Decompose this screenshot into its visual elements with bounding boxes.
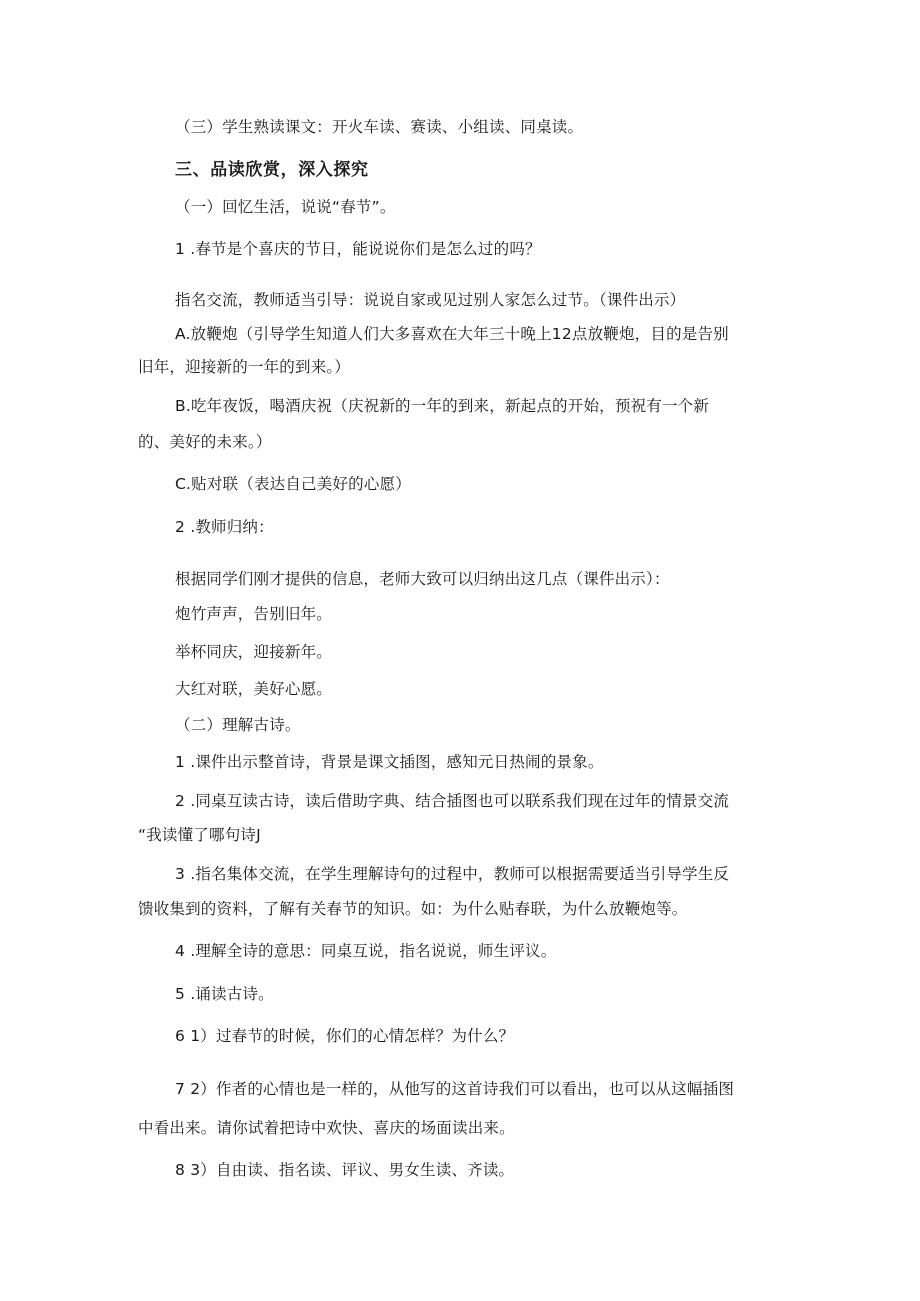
poem-item-2-line1: 2 .同桌互读古诗，读后借助字典、结合插图也可以联系我们现在过年的情景交流: [175, 792, 730, 810]
poem-item-6: 6 1）过春节的时候，你们的心情怎样？为什么？: [175, 1027, 515, 1045]
item-b-line1: B.吃年夜饭，喝酒庆祝（庆祝新的一年的到来，新起点的开始，预祝有一个新: [175, 397, 710, 415]
summary-point-3: 大红对联，美好心愿。: [175, 680, 333, 698]
poem-item-3-line2: 馈收集到的资料，了解有关春节的知识。如：为什么贴春联，为什么放鞭炮等。: [138, 900, 688, 918]
paragraph-guidance: 指名交流，教师适当引导：说说自家或见过别人家怎么过节。（课件出示）: [175, 291, 686, 309]
paragraph-reading-practice: （三）学生熟读课文：开火车读、赛读、小组读、同桌读。: [175, 118, 584, 136]
poem-item-7-line1: 7 2）作者的心情也是一样的，从他写的这首诗我们可以看出，也可以从这幅插图: [175, 1080, 735, 1098]
summary-point-2: 举杯同庆，迎接新年。: [175, 643, 333, 661]
item-c: C.贴对联（表达自己美好的心愿）: [175, 475, 411, 493]
item-a-line2: 旧年，迎接新的一年的到来。）: [138, 358, 351, 376]
subsection-heading-poem: （二）理解古诗。: [175, 716, 301, 734]
item-a-line1: A.放鞭炮（引导学生知道人们大多喜欢在大年三十晚上12点放鞭炮，目的是告别: [175, 325, 729, 343]
poem-item-3-line1: 3 .指名集体交流，在学生理解诗句的过程中，教师可以根据需要适当引导学生反: [175, 865, 730, 883]
poem-item-7-line2: 中看出来。请你试着把诗中欢快、喜庆的场面读出来。: [138, 1119, 515, 1137]
paragraph-summary: 根据同学们刚才提供的信息，老师大致可以归纳出这几点（课件出示）：: [175, 570, 670, 588]
poem-item-8: 8 3）自由读、指名读、评议、男女生读、齐读。: [175, 1161, 515, 1179]
subsection-heading-recall: （一）回忆生活，说说“春节”。: [175, 198, 396, 216]
poem-item-4: 4 .理解全诗的意思：同桌互说，指名说说，师生评议。: [175, 942, 557, 960]
poem-item-1: 1 .课件出示整首诗，背景是课文插图，感知元日热闹的景象。: [175, 753, 604, 771]
summary-point-1: 炮竹声声，告别旧年。: [175, 605, 333, 623]
poem-item-5: 5 .诵读古诗。: [175, 985, 274, 1003]
item-b-line2: 的、美好的未来。）: [138, 433, 272, 451]
section-heading: 三、品读欣赏，深入探究: [175, 160, 369, 180]
poem-item-2-line2: “我读懂了哪句诗J: [138, 826, 261, 844]
list-item-2: 2 .教师归纳：: [175, 518, 274, 536]
list-item-1: 1 .春节是个喜庆的节日，能说说你们是怎么过的吗？: [175, 240, 541, 258]
